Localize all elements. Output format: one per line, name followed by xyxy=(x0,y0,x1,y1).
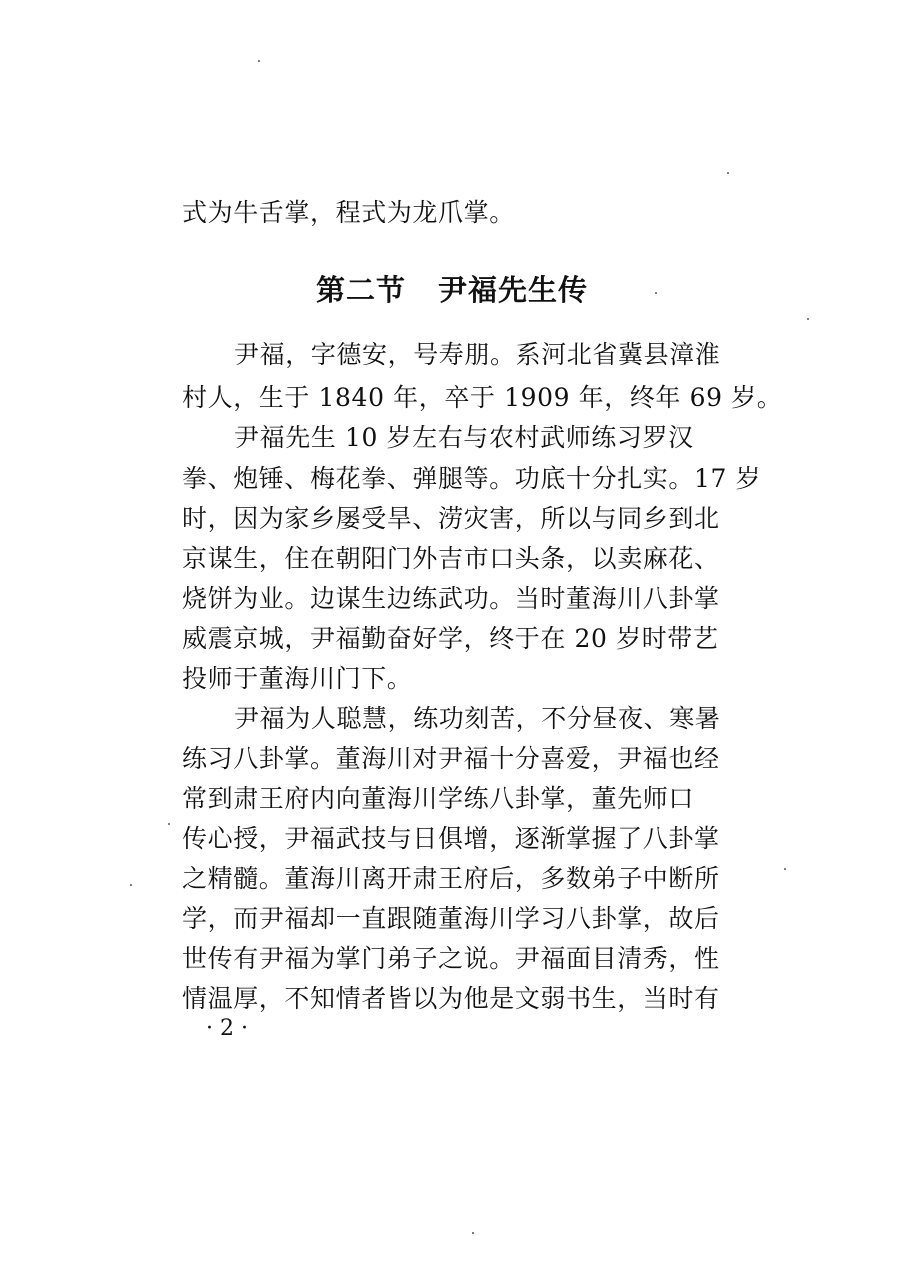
paragraph-3-line-6: 学，而尹福却一直跟随董海川学习八卦掌，故后 xyxy=(182,904,720,933)
paragraph-2-line-1: 尹福先生 10 岁左右与农村武师练习罗汉 xyxy=(234,423,694,452)
text-line-1: 式为牛舌掌，程式为龙爪掌。 xyxy=(182,198,515,227)
scan-speck xyxy=(258,60,260,62)
paragraph-2-line-7: 投师于董海川门下。 xyxy=(182,664,413,693)
paragraph-3-line-2: 练习八卦掌。董海川对尹福十分喜爱，尹福也经 xyxy=(182,744,720,773)
paragraph-3-line-8: 情温厚，不知情者皆以为他是文弱书生，当时有 xyxy=(182,984,720,1013)
section-number: 第二节 xyxy=(316,273,407,307)
section-heading xyxy=(316,272,588,308)
paragraph-3-line-4: 传心授，尹福武技与日俱增，逐渐掌握了八卦掌 xyxy=(182,824,720,853)
paragraph-2-line-3: 时，因为家乡屡受旱、涝灾害，所以与同乡到北 xyxy=(182,504,720,533)
paragraph-2-line-2: 拳、炮锤、梅花拳、弹腿等。功底十分扎实。17 岁 xyxy=(182,464,762,493)
page-number: · 2 · xyxy=(206,1016,248,1041)
paragraph-3-line-3: 常到肃王府内向董海川学练八卦掌，董先师口 xyxy=(182,784,695,813)
scan-speck xyxy=(472,1232,474,1234)
paragraph-3-line-5: 之精髓。董海川离开肃王府后，多数弟子中断所 xyxy=(182,864,720,893)
paragraph-2-line-6: 威震京城，尹福勤奋好学，终于在 20 岁时带艺 xyxy=(182,624,719,653)
paragraph-2-line-5: 烧饼为业。边谋生边练武功。当时董海川八卦掌 xyxy=(182,584,720,613)
scan-speck xyxy=(727,172,729,174)
scan-speck xyxy=(655,292,657,294)
scan-speck xyxy=(784,868,786,870)
paragraph-1-line-1: 尹福，字德安，号寿朋。系河北省冀县漳淮 xyxy=(234,340,721,369)
paragraph-2-line-4: 京谋生，住在朝阳门外吉市口头条，以卖麻花、 xyxy=(182,544,720,573)
paragraph-3-line-7: 世传有尹福为掌门弟子之说。尹福面目清秀，性 xyxy=(182,944,720,973)
section-title: 尹福先生传 xyxy=(438,273,589,307)
scan-speck xyxy=(130,884,132,886)
paragraph-3-line-1: 尹福为人聪慧，练功刻苦，不分昼夜、寒暑 xyxy=(234,704,721,733)
scan-speck xyxy=(168,823,170,825)
scan-speck xyxy=(807,318,809,320)
paragraph-1-line-2: 村人，生于 1840 年，卒于 1909 年，终年 69 岁。 xyxy=(182,383,783,412)
